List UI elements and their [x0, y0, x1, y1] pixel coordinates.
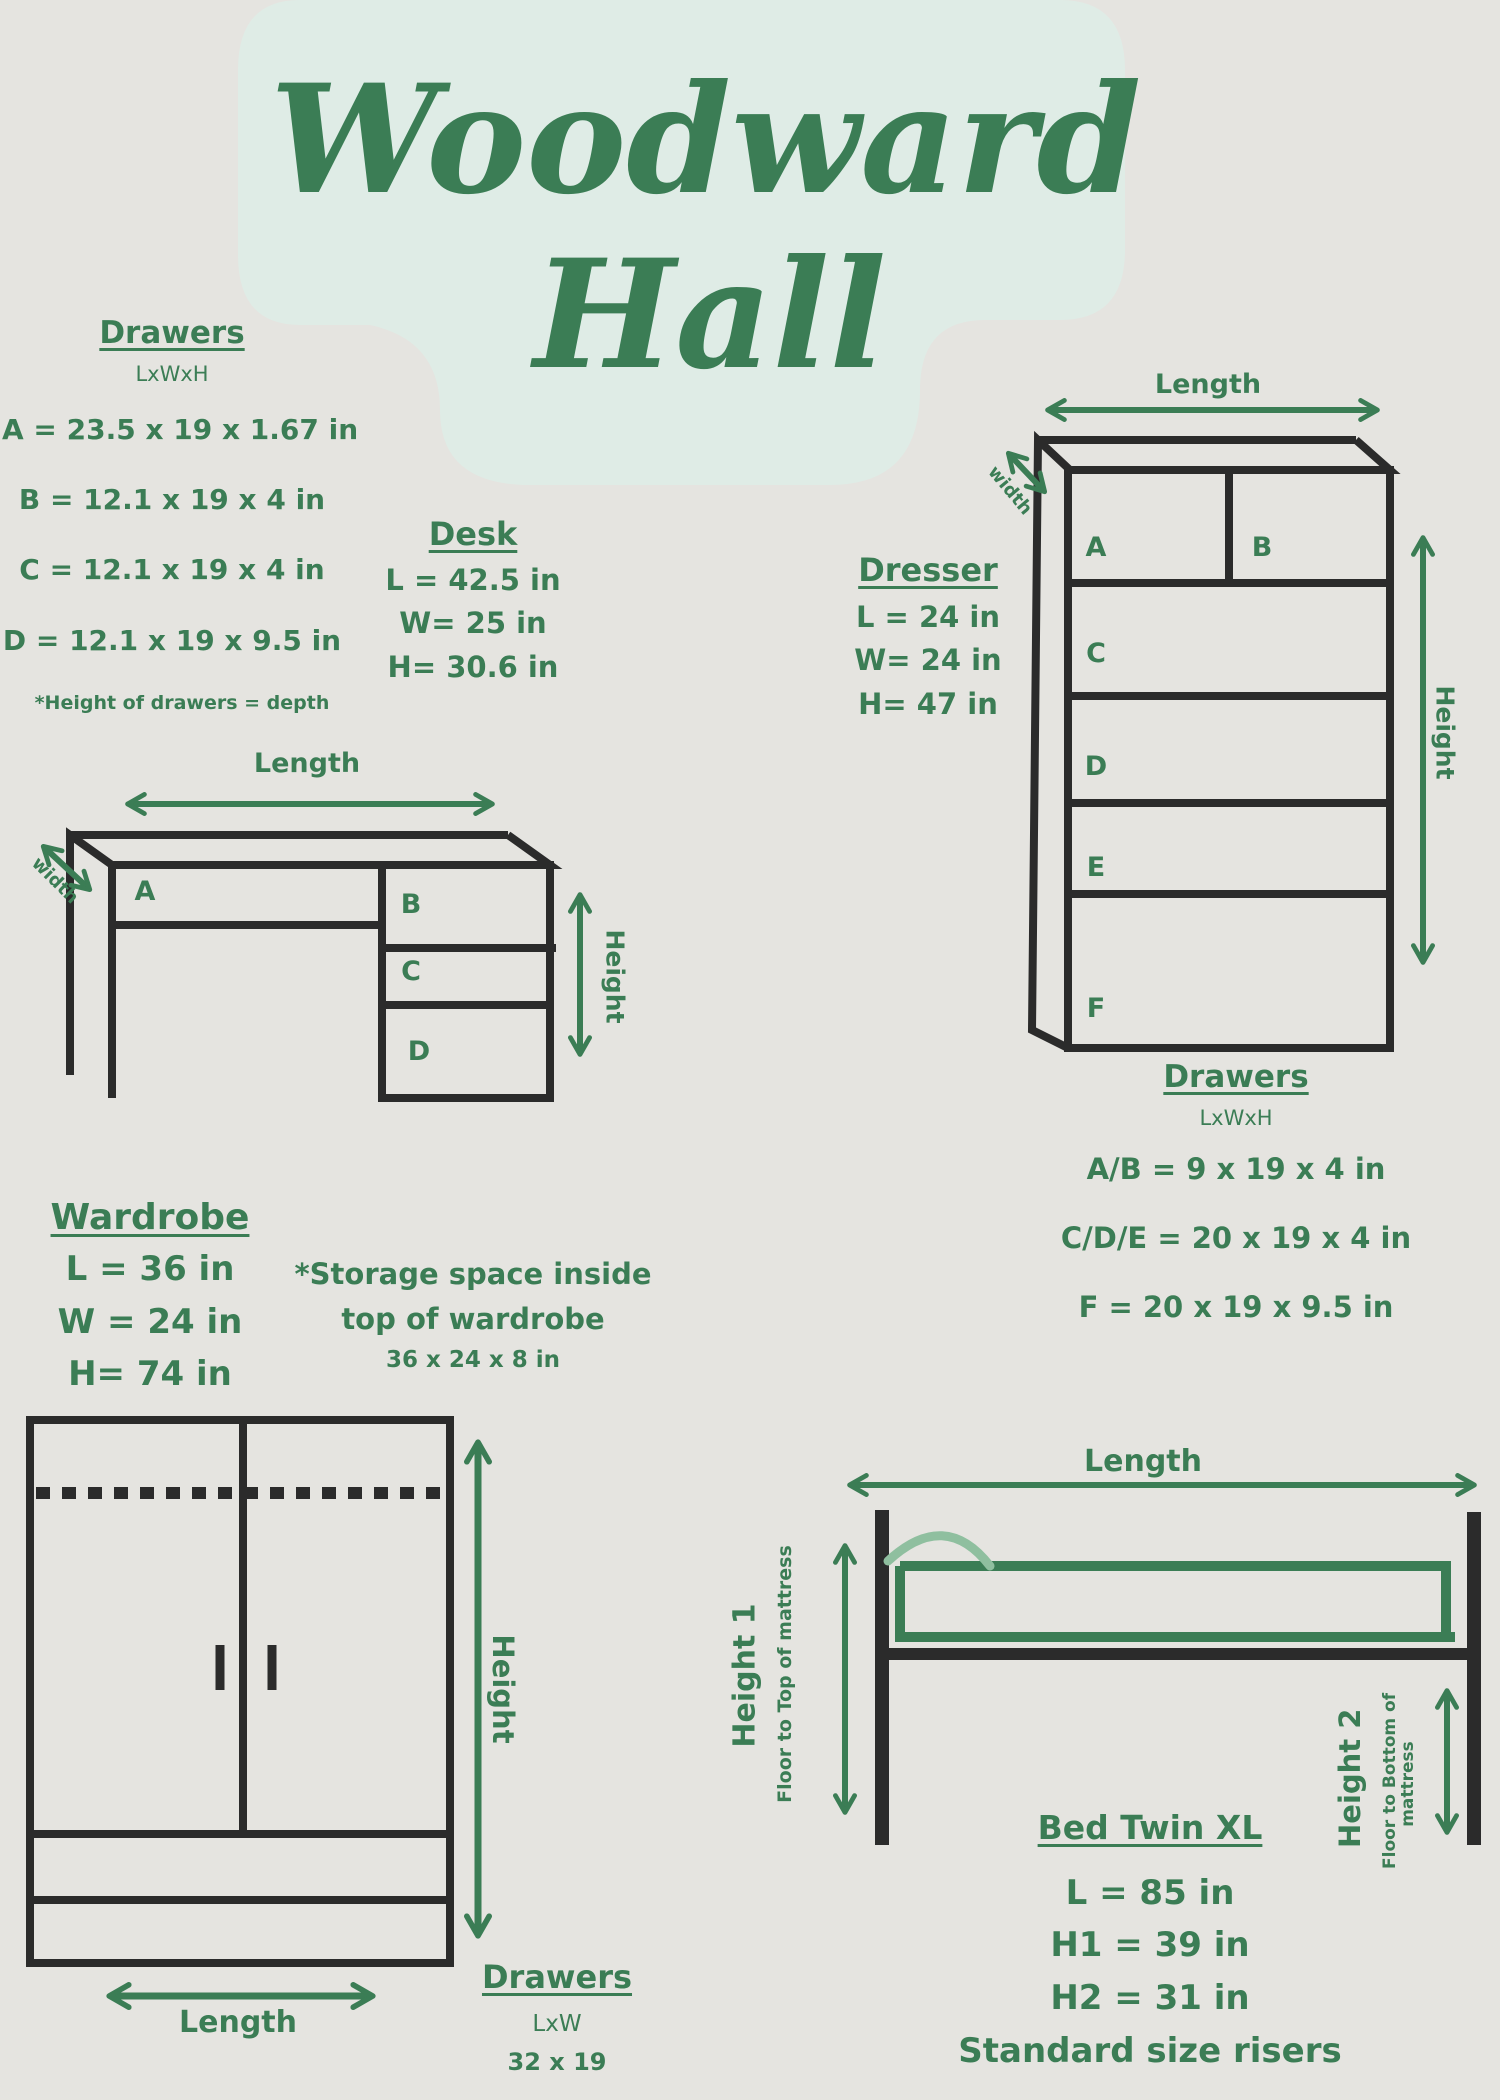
desk-drawer-label-a: A [134, 876, 156, 907]
dresser-length: L = 24 in [855, 600, 1000, 634]
bed-height-1-sub: Floor to Top of mattress [774, 1545, 796, 1803]
desk-drawer-a: A = 23.5 x 19 x 1.67 in [2, 413, 359, 446]
wardrobe-drawers-dims: 32 x 19 [507, 2048, 607, 2076]
desk-drawer-label-b: B [400, 889, 422, 920]
wardrobe-storage-note-line-2: top of wardrobe [341, 1302, 605, 1336]
dresser-drawer-cde: C/D/E = 20 x 19 x 4 in [1060, 1221, 1412, 1255]
dresser-drawer-label-a: A [1085, 532, 1107, 563]
desk-width: W= 25 in [399, 606, 547, 640]
bed-height-2: H2 = 31 in [1050, 1978, 1250, 2018]
desk-heading: Desk [428, 515, 518, 553]
desk-drawers-heading: Drawers [99, 315, 245, 351]
bed-height-2-sub-line-2: mattress [1398, 1741, 1418, 1827]
wardrobe-diagram [30, 1420, 450, 1963]
wardrobe-drawers-heading: Drawers [481, 1958, 633, 1996]
desk-drawer-d: D = 12.1 x 19 x 9.5 in [2, 624, 342, 657]
dresser-drawers-heading: Drawers [1163, 1059, 1309, 1095]
wardrobe-storage-dims: 36 x 24 x 8 in [386, 1347, 560, 1373]
desk-drawer-label-d: D [407, 1036, 431, 1067]
desk-length: L = 42.5 in [385, 563, 561, 597]
bed-height-1: H1 = 39 in [1050, 1925, 1250, 1965]
wardrobe-width: W = 24 in [57, 1302, 243, 1342]
bed-risers-note: Standard size risers [958, 2031, 1342, 2071]
wardrobe-dimension-arrows [112, 1445, 478, 1996]
dresser-drawer-label-f: F [1086, 993, 1106, 1024]
wardrobe-length: L = 36 in [65, 1249, 235, 1289]
desk-height-label: Height [600, 929, 630, 1024]
dresser-height: H= 47 in [858, 687, 998, 721]
bed-height-1-label: Height 1 [727, 1603, 763, 1748]
dresser-heading: Dresser [858, 551, 998, 589]
bed-length: L = 85 in [1065, 1873, 1235, 1913]
desk-diagram [70, 835, 556, 1098]
desk-height: H= 30.6 in [387, 650, 559, 684]
dresser-drawer-label-d: D [1084, 751, 1108, 782]
bed-length-label: Length [1084, 1444, 1202, 1479]
desk-drawer-b: B = 12.1 x 19 x 4 in [18, 483, 326, 516]
dresser-drawer-f: F = 20 x 19 x 9.5 in [1078, 1290, 1394, 1324]
dresser-drawers-format: LxWxH [1199, 1106, 1273, 1130]
dresser-height-label: Height [1430, 685, 1460, 780]
bed-heading: Bed Twin XL [1037, 1808, 1263, 1847]
wardrobe-drawers-format: LxW [532, 2011, 582, 2037]
desk-drawers-format: LxWxH [135, 362, 209, 386]
desk-drawer-label-c: C [401, 956, 421, 987]
wardrobe-storage-note-line-1: *Storage space inside [294, 1257, 652, 1291]
dresser-drawer-label-b: B [1251, 532, 1273, 563]
dresser-length-label: Length [1154, 369, 1262, 400]
dresser-drawer-label-c: C [1086, 638, 1106, 669]
desk-width-label: width [27, 852, 83, 909]
dresser-width-label: width [983, 461, 1037, 520]
desk-length-label: Length [253, 748, 361, 779]
bed-height-2-label: Height 2 [1333, 1708, 1367, 1848]
bed-height-2-sub-line-1: Floor to Bottom of [1380, 1692, 1400, 1869]
title-line-2: Hall [533, 227, 887, 403]
dresser-width: W= 24 in [854, 643, 1002, 677]
wardrobe-height: H= 74 in [68, 1354, 232, 1394]
desk-drawer-c: C = 12.1 x 19 x 4 in [19, 553, 325, 586]
desk-drawers-note: *Height of drawers = depth [34, 692, 330, 714]
wardrobe-height-label: Height [486, 1634, 520, 1744]
dresser-drawer-ab: A/B = 9 x 19 x 4 in [1086, 1152, 1386, 1186]
title-line-1: Woodward [270, 52, 1142, 228]
wardrobe-heading: Wardrobe [50, 1197, 250, 1238]
dresser-drawer-label-e: E [1086, 852, 1106, 883]
wardrobe-length-label: Length [179, 2005, 297, 2040]
